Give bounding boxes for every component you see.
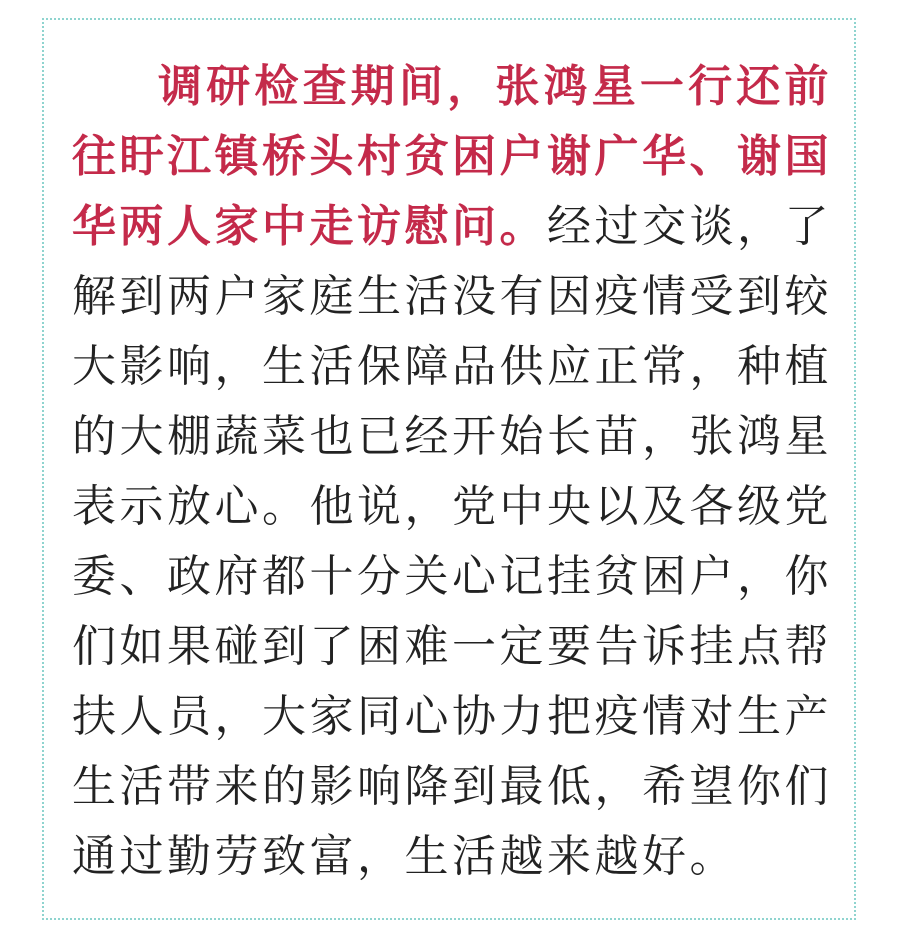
article-body-text: 经过交谈，了解到两户家庭生活没有因疫情受到较大影响，生活保障品供应正常，种植的大棚蔬菜也已经开始长苗，张鸿星表示放心。他说，党中央以及各级党委、政府都十分关心记挂贫困户，你们如果碰到了困难一定要告诉挂点帮扶人员，大家同心协力把疫情对生产生活带来的影响降到最低，希望你们通过勤劳致富，生活越来越好。 [72, 201, 832, 882]
article-paragraph [72, 52, 832, 892]
article-lead-text: 调研检查期间，张鸿星一行还前往盱江镇桥头村贫困户谢广华、谢国华两人家中走访慰问。 [72, 61, 832, 252]
